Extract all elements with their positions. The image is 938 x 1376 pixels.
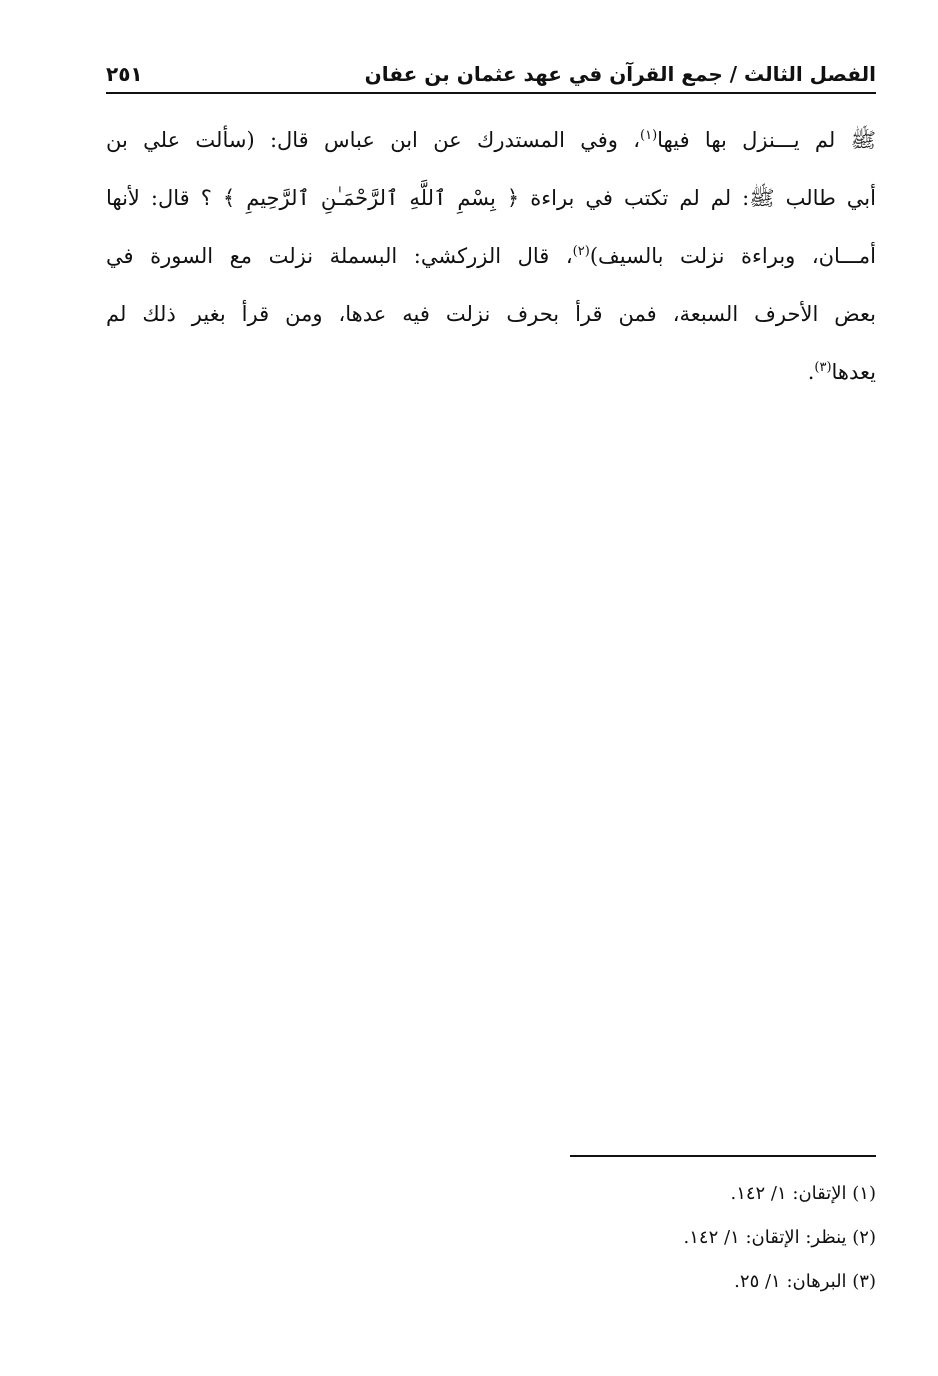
footnote-reference: (٢): [572, 244, 590, 259]
body-paragraph: [106, 118, 876, 408]
running-header: [106, 58, 876, 94]
footnote-reference: (٣): [814, 360, 832, 375]
text-line: بعض الأحرف السبعة، فمن قرأ بحرف نزلت فيه عدها، ومن قرأ بغير ذلك لم: [106, 302, 876, 326]
footnote-item: (٢) ينظر: الإتقان: ١/ ١٤٢.: [683, 1227, 876, 1248]
footnotes: [500, 1172, 876, 1304]
footnote-item: (٣) البرهان: ١/ ٢٥.: [734, 1271, 876, 1292]
footnote-reference: (١): [640, 128, 658, 143]
text-line: ﷺ لم يـــنزل بها فيها$^{(١)}$، وفي المستدرك عن ابن عباس قال: (سألت علي بن: [106, 128, 876, 152]
footnote-item: (١) الإتقان: ١/ ١٤٢.: [730, 1183, 876, 1204]
page-number: ٢٥١: [106, 62, 143, 86]
text-line: أبي طالب ﷺ: لم لم تكتب في براءة ﴿ بِسْمِ ٱللَّهِ ٱلرَّحْمَـٰنِ ٱلرَّحِيمِ ﴾ ؟ قال: لأنها: [106, 186, 876, 210]
footnote-separator: [570, 1155, 876, 1157]
chapter-title: الفصل الثالث / جمع القرآن في عهد عثمان بن عفان: [364, 62, 876, 86]
text-line: أمـــان، وبراءة نزلت بالسيف)$^{(٢)}$، قال الزركشي: البسملة نزلت مع السورة في: [106, 244, 876, 268]
text-line: يعدها$^{(٣)}$.: [807, 360, 876, 384]
